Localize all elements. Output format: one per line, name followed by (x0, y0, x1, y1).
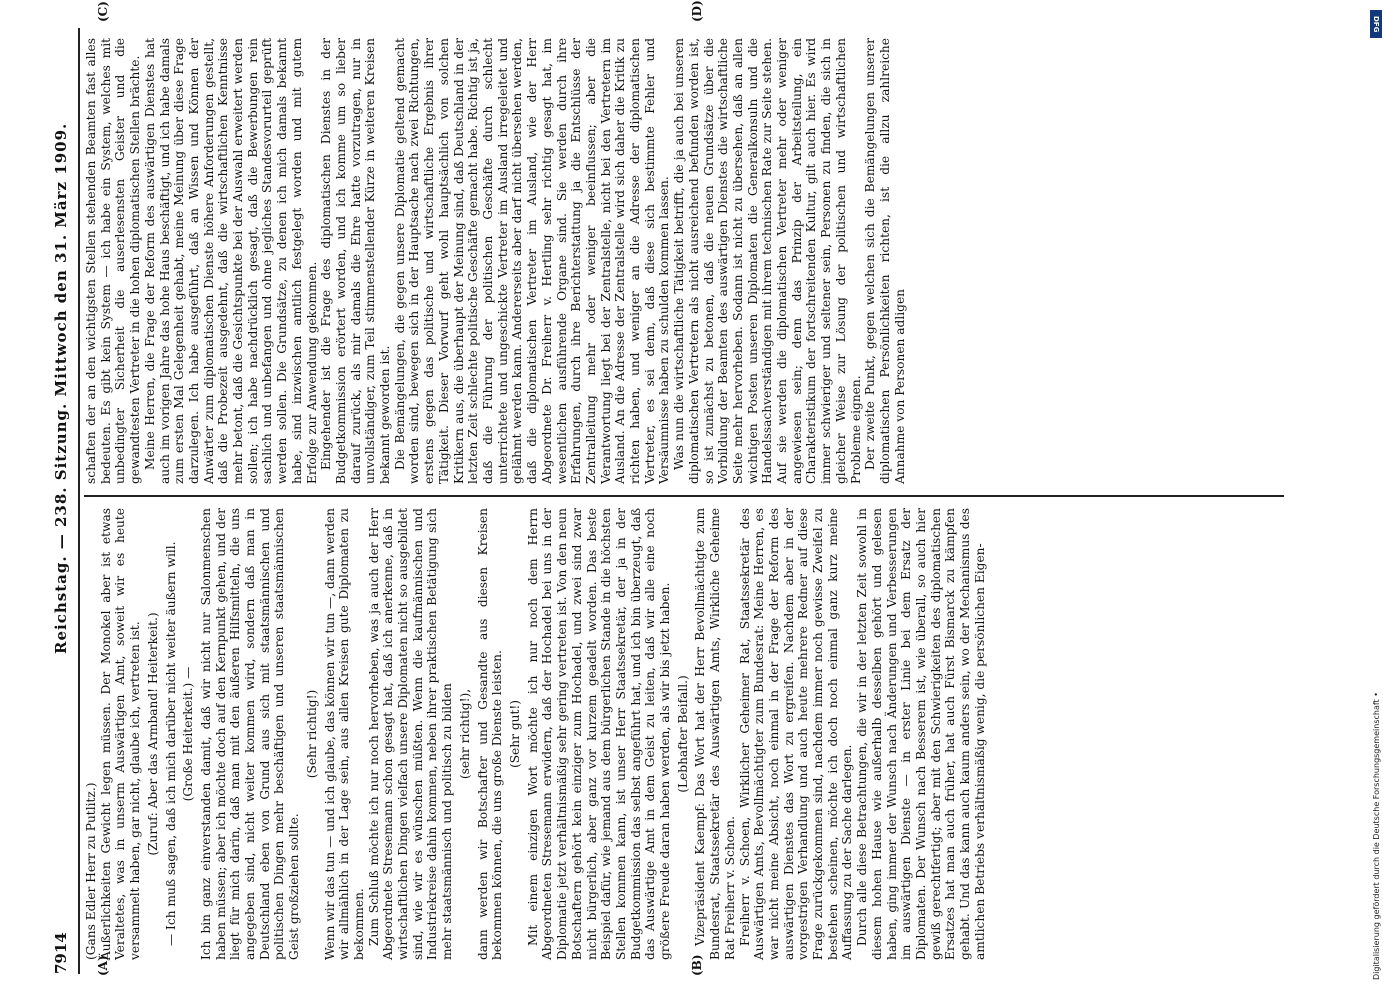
left-column-paragraph: (Zuruf: Aber das Armband! Heiterkeit.) (145, 612, 160, 856)
left-column-paragraph: Zum Schluß möchte ich nur noch hervorheben, was ja auch der Herr Abgeordnete Stresemann schon gesagt hat, daß ich anerkenne, daß in wirtschaftlichen Dingen vielfach unsere Diplomaten nicht so ausgebildet sind, wie wir es wünschen müßten. Wenn die kaufmännischen und Industriekreise dahin kommen, neben ihrer praktischen Betätigung sich mehr staatsmännisch und politisch zu bilden (366, 508, 455, 960)
left-column-paragraph: Äußerlichkeiten Gewicht legen müssen. Der Monokel aber ist etwas Veraltetes, was in unserm Auswärtigen Amt, soweit wir es heute versammelt haben, gar nicht, glaube ich, vertreten ist. (98, 508, 143, 960)
left-column-paragraph: Durch alle diese Betrachtungen, die wir in der letzten Zeit sowohl in diesem hohen Hause wie außerhalb desselben gehört und gelesen haben, ging immer der Wunsch nach Änderungen und Verbesserungen im auswärtigen Dienste — in erster Linie bei dem Ersatz der Diplomaten. Der Wunsch nach Besserem ist, wie überall, so auch hier gewiß gerechtfertigt; aber mit den Schwierigkeiten des diplomatischen Ersatzes hat man auch früher, hat auch Fürst Bismarck zu kämpfen gehabt. Und das kann auch kaum anders sein, wo der Mechanismus des amtlichen Betriebs verhältnismäßig wenig, die persönlichen Eigen- (855, 508, 987, 960)
left-column-paragraph: (Sehr gut!) (507, 699, 522, 769)
left-column-paragraph: (Sehr richtig!) (304, 689, 319, 779)
right-column-paragraph: Die Bemängelungen, die gegen unsere Diplomatie geltend gemacht worden sind, bewegen sich in der Hauptsache nach zwei Richtungen, erstens gegen das politische und wirtschaftliche Ergebnis ihrer Tätigkeit. Dieser Vorwurf geht wohl hauptsächlich von solchen Kritikern aus, die überhaupt der Meinung sind, daß Deutschland in der letzten Zeit schlechte politische Geschäfte gemacht habe. Richtig ist ja, daß die Führung der politischen Geschäfte durch schlecht unterrichtete und ungeschickte Vertreter im Ausland irregeleitet und gelähmt werden kann. Andererseits aber darf nicht übersehen werden, daß die diplomatischen Vertreter im Ausland, wie der Herr Abgeordnete Dr. Freiherr v. Hertling sehr richtig gesagt hat, im wesentlichen ausführende Organe sind. Sie werden durch ihre Erfahrungen, durch ihre Berichterstattung ja die Entschlüsse der Zentralleitung mehr oder weniger beeinflussen; aber die Verantwortung liegt bei der Zentralstelle, nicht bei den Vertretern im Ausland. An die Adresse der Zentralstelle wird sich daher die Kritik zu richten haben, und weniger an die Adresse der diplomatischen Vertreter, es sei denn, daß diese sich bestimmte Fehler und Versäumnisse haben zu schulden kommen lassen. (392, 38, 672, 484)
margin-marker-b: (B) (690, 954, 704, 976)
margin-marker-a: (A) (96, 955, 110, 976)
left-column-paragraph: Vizepräsident Kaempf: Das Wort hat der Herr Bevollmächtigte zum Bundesrat, Staatssekretär des Auswärtigen Amts, Wirkliche Geheime Rat Freiherr v. Schoen. (693, 508, 737, 960)
right-column-paragraph: Was nun die wirtschaftliche Tätigkeit betrifft, die ja auch bei unseren diplomatischen Vertretern als nicht ausreichend befunden worden ist, so ist zunächst zu betonen, daß die neuen Grundsätze über die Vorbildung der Beamten des auswärtigen Dienstes die wirtschaftliche Seite mehr hervorheben. Sodann ist nicht zu übersehen, daß an allen wichtigen Posten unseren Diplomaten die Generalkonsuln und die Handelssachverständigen mit ihrem technischen Rate zur Seite stehen. Auf sie werden die diplomatischen Vertreter mehr oder weniger angewiesen sein; denn das Prinzip der Arbeitsteilung, ein Charakteristikum der fortschreitenden Kultur, gilt auch hier. Es wird immer schwieriger und seltener sein, Personen zu finden, die sich in gleicher Weise zur Lösung der politischen und wirtschaftlichen Probleme eignen. (672, 38, 863, 484)
header-rule (78, 28, 80, 974)
margin-marker-d: (D) (690, 0, 704, 22)
left-column-paragraph: — Ich muß sagen, daß ich mich darüber nicht weiter äußern will. (163, 541, 178, 946)
page-number: 7914 (52, 932, 70, 974)
right-column-paragraph: Meine Herren, die Frage der Reform des auswärtigen Dienstes hat auch im vorigen Jahre das hohe Haus beschäftigt, und ich habe damals zum ersten Mal Gelegenheit gehabt, meine Meinung über diese Frage darzulegen. Ich habe ausgeführt, daß an Wissen und Können der Anwärter zum diplomatischen Dienste höhere Anforderungen gestellt, daß die Probezeit ausgedehnt, daß die wirtschaftlichen Kenntnisse mehr betont, daß die Gesichtspunkte bei der Auswahl erweitert werden sollen; ich habe nachdrücklich gesagt, daß die Bewerbungen rein sachlich und unbefangen und ohne jegliches Standesvorurteil geprüft werden sollen. Die Grundsätze, zu denen ich mich damals bekannt habe, sind inzwischen amtlich festgelegt worden und mit gutem Erfolge zur Anwendung gekommen. (142, 38, 319, 484)
left-column-paragraph: Wenn wir das tun — und ich glaube, das können wir tun —, dann werden wir allmählich in der Lage sein, aus allen Kreisen gute Diplomaten zu bekommen. (322, 508, 366, 960)
left-column (84, 508, 987, 960)
left-column-paragraph: (sehr richtig!), (457, 688, 472, 780)
left-column-paragraph: dann werden wir Botschafter und Gesandte aus diesen Kreisen bekommen können, die uns große Dienste leisten. (475, 508, 505, 960)
digitization-notice: Digitalisierung gefördert durch die Deutsche Forschungsgemeinschaft • (1372, 692, 1381, 980)
left-column-paragraph: (Große Heiterkeit.) — (181, 666, 196, 802)
left-column-paragraph: (Lebhafter Beifall.) (675, 675, 690, 793)
left-column-paragraph: Ich bin ganz einverstanden damit, daß wir nicht nur Salonmenschen haben müssen; aber ich möchte doch auf den Kernpunkt gehen, und der liegt für mich darin, daß man mit den äußeren Hilfsmitteln, die uns angegeben sind, nicht weiter kommen wird, sondern daß man in Deutschland eben von Grund aus sich mit staatsmännischen und politischen Dingen mehr beschäftigen und unseren staatsmännischen Geist großziehen sollte. (198, 508, 302, 960)
dfg-logo: DFG (1370, 10, 1382, 38)
right-column-paragraph: Der zweite Punkt, gegen welchen sich die Bemängelungen unserer diplomatischen Persönlichkeiten richten, ist die allzu zahlreiche Annahme von Personen adligen (863, 38, 907, 484)
page-title: Reichstag. — 238. Sitzung. Mittwoch den 31. März 1909. (52, 122, 70, 654)
column-divider (84, 495, 1284, 497)
margin-marker-c: (C) (96, 1, 110, 22)
left-column-paragraph: (Gans Edler Herr zu Putlitz.) (84, 782, 98, 960)
left-column-paragraph: Mit einem einzigen Wort möchte ich nur noch dem Herrn Abgeordneten Stresemann erwidern, daß der Hochadel bei uns in der Diplomatie jetzt verhältnismäßig sehr gering vertreten ist. Von den neun Botschaftern gehört kein einziger zum Hochadel, und zwei sind zwar nicht bürgerlich, aber ganz vor kurzem geadelt worden. Das beste Beispiel dafür, wie jemand aus dem bürgerlichen Stande in die höchsten Stellen kommen kann, ist unser Herr Staatssekretär, der ja in der Budgetkommission das selbst angeführt hat, und ich bin überzeugt, daß das Auswärtige Amt in dem Geist zu leiten, daß wir alle eine noch größere Freude daran haben werden, als wir bis jetzt haben. (525, 508, 673, 960)
right-column-paragraph: schaften der an den wichtigsten Stellen stehenden Beamten fast alles bedeuten. Es gibt kein System — ich habe ein System, welches mit unbedingter Sicherheit die auserlesensten Geister und die gewandtesten Vertreter in die hohen diplomatischen Stellen brächte. (84, 38, 143, 484)
left-column-paragraph: Freiherr v. Schoen, Wirklicher Geheimer Rat, Staatssekretär des Auswärtigen Amts, Bevollmächtigter zum Bundesrat: Meine Herren, es war nicht meine Absicht, noch einmal in der Frage der Reform des auswärtigen Dienstes das Wort zu ergreifen. Nachdem aber in der vorgestrigen Verhandlung und auch heute mehrere Redner auf diese Frage zurückgekommen sind, nachdem immer noch gewisse Zweifel zu bestehen scheinen, möchte ich doch noch einmal ganz kurz meine Auffassung zu der Sache darlegen. (737, 508, 855, 960)
right-column-paragraph: Eingehender ist die Frage des diplomatischen Dienstes in der Budgetkommission erörtert worden, und ich komme um so lieber darauf zurück, als mir damals die Ehre hatte vorzutragen, nur in unvollständiger, zum Teil stimmenstellender Kürze in weiteren Kreisen bekannt geworden ist. (319, 38, 393, 484)
page-header (52, 28, 74, 974)
right-column (84, 38, 907, 484)
